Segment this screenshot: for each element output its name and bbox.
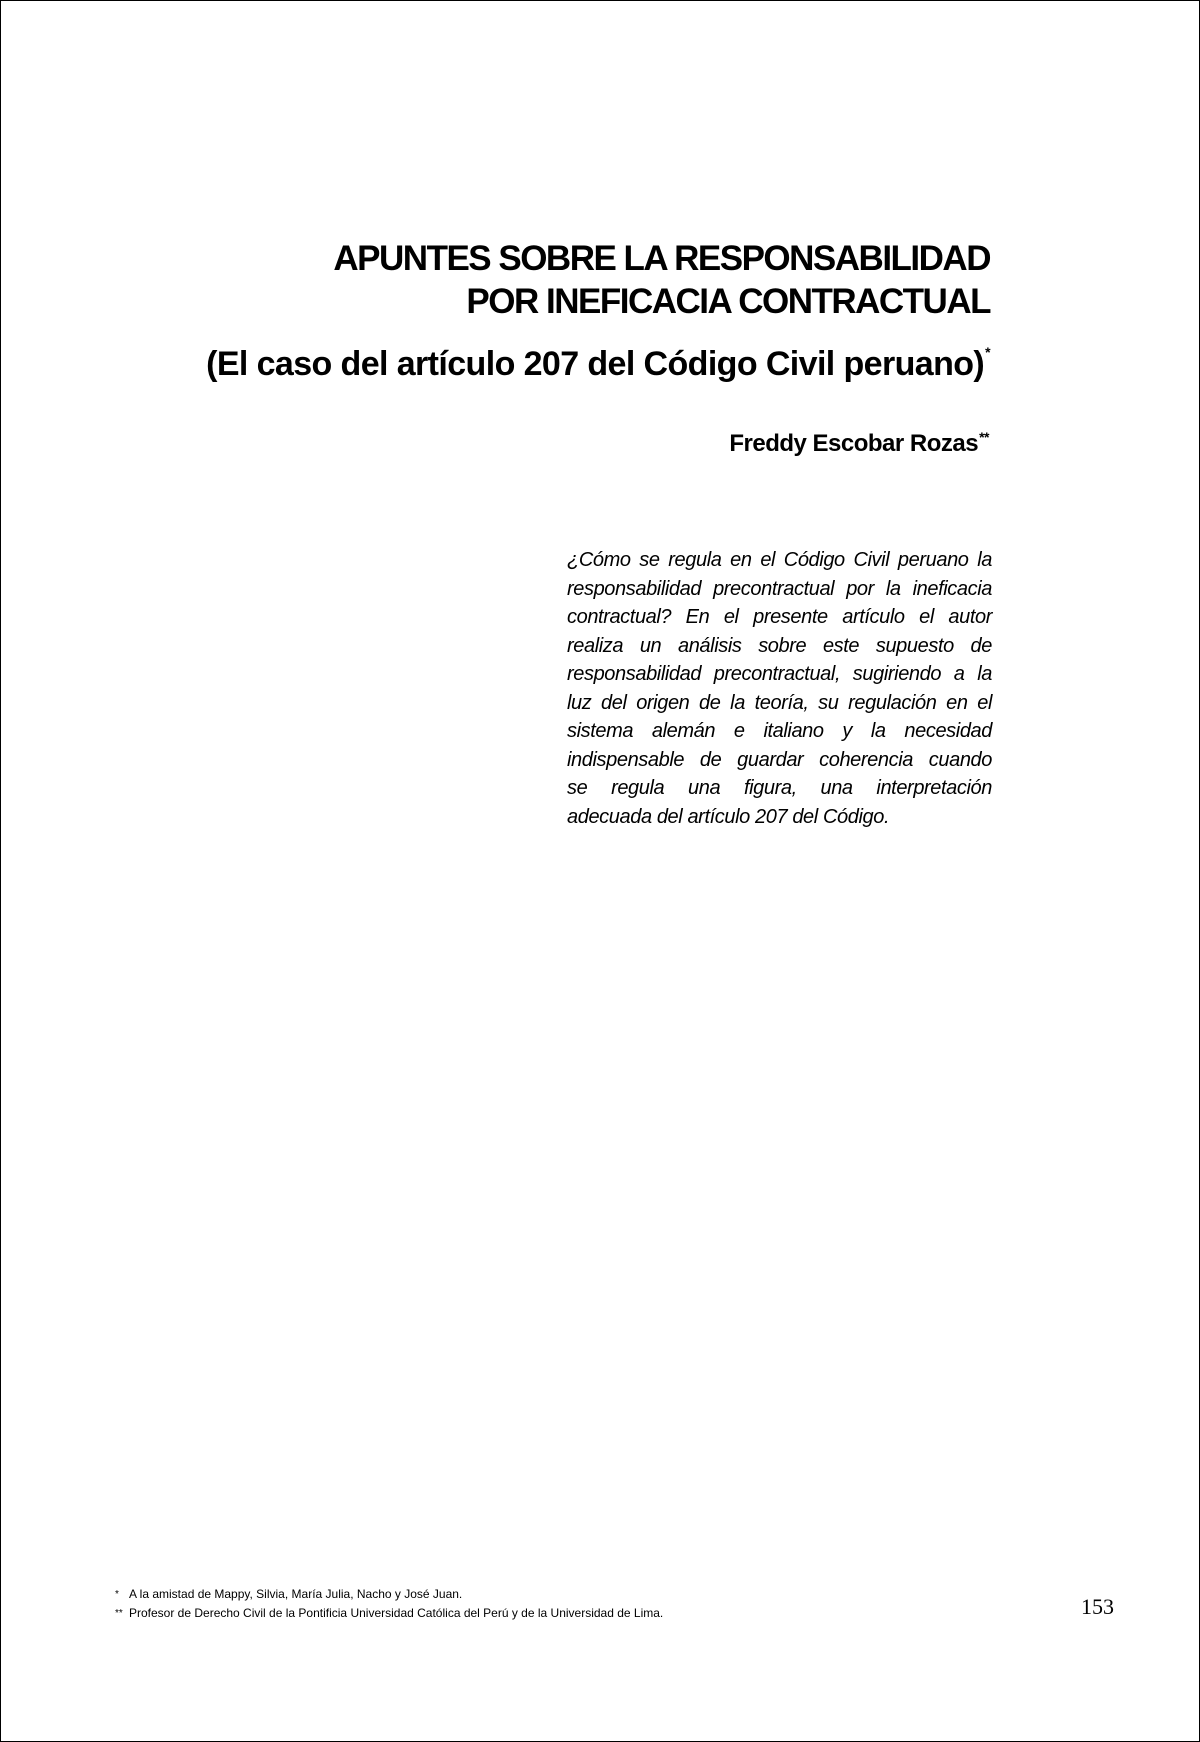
author-footnote-mark: ** [979,429,989,445]
author-name: Freddy Escobar Rozas [729,430,979,457]
abstract-line: adecuada del artículo 207 del Código. [567,805,890,828]
abstract-line: luz del origen de la teoría, su regulación en el [567,691,992,714]
footnote-text: Profesor de Derecho Civil de la Pontificia Universidad Católica del Perú y de la Universidad de Lima. [129,1606,664,1620]
abstract-line: contractual? En el presente artículo el autor [567,606,992,628]
footnote [115,1585,663,1604]
footnote-mark: ** [115,1608,123,1619]
article-title-line-1: APUNTES SOBRE LA RESPONSABILIDAD [333,239,990,278]
abstract-line: responsabilidad precontractual, sugiriendo a la [567,663,992,685]
abstract-line: sistema alemán e italiano y la necesidad [567,720,992,742]
abstract [567,546,992,831]
footnote-mark: * [115,1589,119,1600]
article-subtitle [206,344,990,383]
abstract-line: se regula una figura, una interpretación [567,777,992,799]
footnotes [115,1585,663,1623]
abstract-line: indispensable de guardar coherencia cuando [567,748,992,771]
subtitle-footnote-mark: * [985,344,990,360]
footnote-text: A la amistad de Mappy, Silvia, María Julia, Nacho y José Juan. [129,1587,463,1601]
footnote [115,1604,663,1623]
abstract-line: realiza un análisis sobre este supuesto de [567,634,992,657]
article-title-line-2: POR INEFICACIA CONTRACTUAL [466,282,990,321]
page-number: 153 [1081,1594,1114,1619]
subtitle-text: (El caso del artículo 207 del Código Civil peruano) [206,345,985,383]
author-byline [729,429,989,457]
abstract-line: responsabilidad precontractual por la ineficacia [567,577,992,600]
abstract-line: ¿Cómo se regula en el Código Civil peruano la [567,549,992,571]
